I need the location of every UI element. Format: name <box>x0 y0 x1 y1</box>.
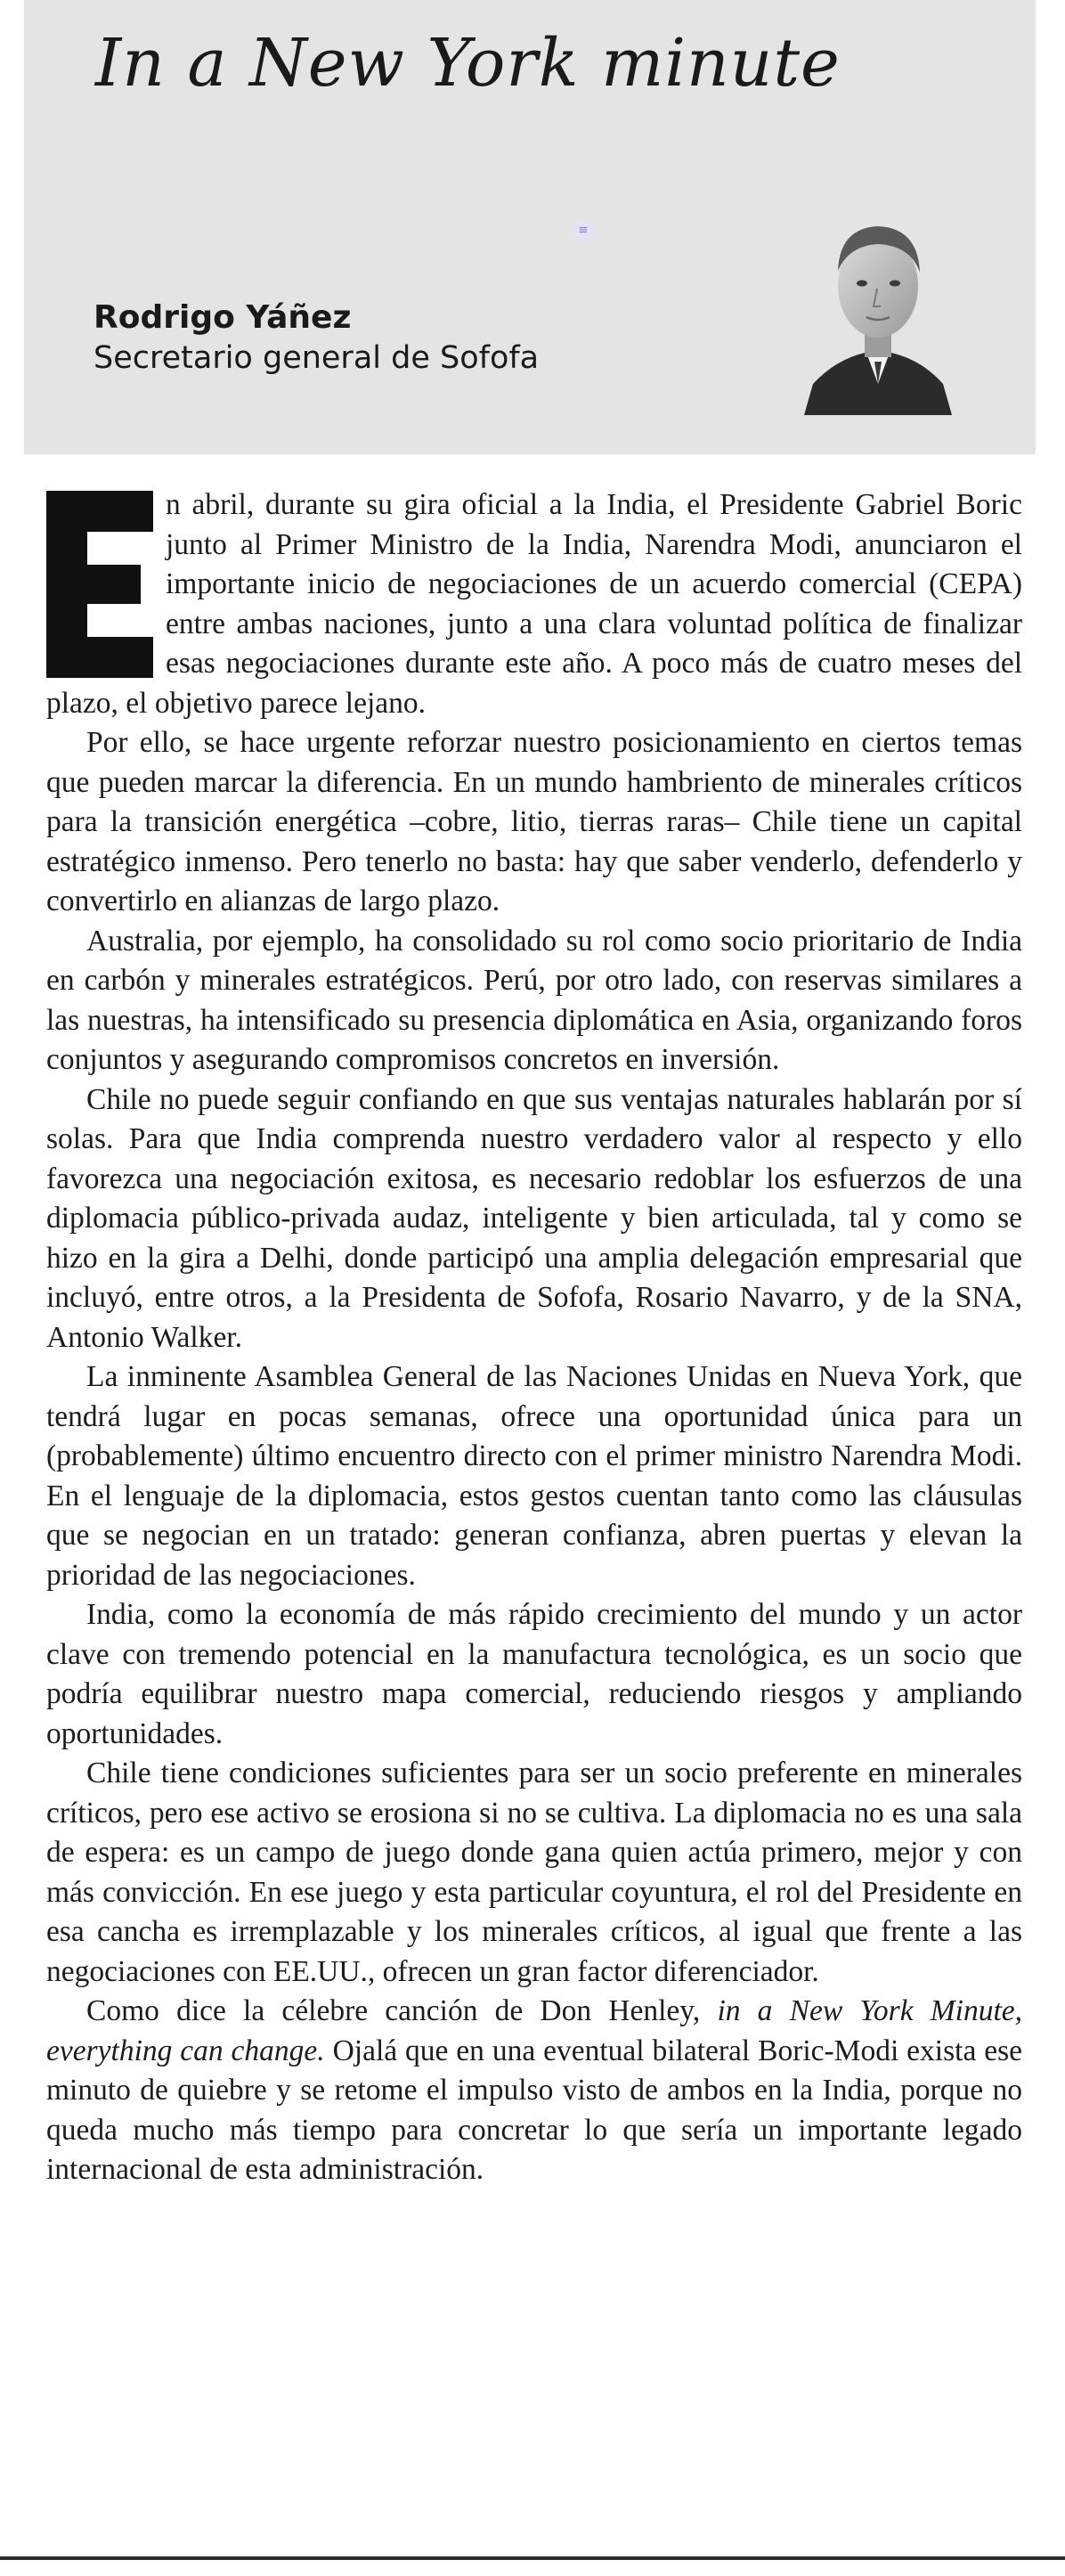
paragraph-7: Chile tiene condiciones suficientes para ser un socio preferente en minerales críticos, pero ese activo se erosiona si no se cultiva. La diplomacia no es una sala de espera: es un campo de juego donde gana quien actúa primero, mejor y con más convicción. En ese juego y esta particular coyuntura, el rol del Presidente en esa cancha es irremplazable y los minerales críticos, al igual que frente a las negociaciones con EE.UU., ofrecen un gran factor diferenciador. <box>46 1757 1022 1988</box>
paragraph-2: Por ello, se hace urgente reforzar nuestro posicionamiento en ciertos temas que pueden marcar la diferencia. En un mundo hambriento de minerales críticos para la transición energética –cobre, litio, tierras raras– Chile tiene un capital estratégico inmenso. Pero tenerlo no basta: hay que saber venderlo, defenderlo y convertirlo en alianzas de largo plazo. <box>46 726 1022 917</box>
paragraph-4: Chile no puede seguir confiando en que sus ventajas naturales hablarán por sí solas. Para que India comprenda nuestro verdadero valor al respecto y ello favorezca una negociación exitosa, es necesario redoblar los esfuerzos de una diplomacia público-privada audaz, inteligente y bien articulada, tal y como se hizo en la gira a Delhi, donde participó una amplia delegación empresarial que incluyó, entre otros, a la Presidenta de Sofofa, Rosario Navarro, y de la SNA, Antonio Walker. <box>46 1082 1022 1354</box>
text-note-icon: ≡ <box>573 221 593 240</box>
song-quote: in a New York Minute, everything can change. <box>46 1994 1023 2067</box>
article-body <box>46 485 1022 2190</box>
paragraph-8-text: Como dice la célebre canción de Don Henley, <box>86 1994 718 2027</box>
author-portrait-photo <box>795 201 961 415</box>
paragraph-1: n abril, durante su gira oficial a la India, el Presidente Gabriel Boric junto al Primer Ministro de la India, Narendra Modi, anunciaron el importante inicio de negociaciones de un acuerdo comercial (CEPA) entre ambas naciones, junto a una clara voluntad política de finalizar esas negociaciones durante este año. A poco más de cuatro meses del plazo, el objetivo parece lejano. <box>46 488 1022 720</box>
paragraph-3: Australia, por ejemplo, ha consolidado su rol como socio prioritario de India en carbón y minerales estratégicos. Perú, por otro lado, con reservas similares a las nuestras, ha intensificado su presencia diplomática en Asia, organizando foros conjuntos y asegurando compromisos concretos en inversión. <box>46 924 1022 1076</box>
author-name: Rodrigo Yáñez <box>93 299 352 336</box>
paragraph-8 <box>46 1992 1022 2190</box>
paragraph-8-text-end: Ojalá que en una eventual bilateral Boric-Modi exista ese minuto de quiebre y se retome el impulso visto de ambos en la India, porque no queda mucho más tiempo para concretar lo que sería un importante legado internacional de esta administración. <box>46 2034 1022 2186</box>
header-panel <box>24 0 1036 454</box>
paragraph-6: India, como la economía de más rápido crecimiento del mundo y un actor clave con tremendo potencial en la manufactura tecnológica, es un socio que podría equilibrar nuestro mapa comercial, reduciendo riesgos y ampliando oportunidades. <box>46 1598 1022 1750</box>
paragraph-5: La inminente Asamblea General de las Naciones Unidas en Nueva York, que tendrá lugar en pocas semanas, ofrece una oportunidad única para un (probablemente) último encuentro directo con el primer ministro Narendra Modi. En el lenguaje de la diplomacia, estos gestos cuentan tanto como las cláusulas que se negocian en un tratado: generan confianza, abren puertas y elevan la prioridad de las negociaciones. <box>46 1360 1022 1592</box>
author-role: Secretario general de Sofofa <box>93 340 540 376</box>
article-title: In a New York minute <box>95 25 841 102</box>
bottom-divider <box>0 2556 1065 2560</box>
drop-cap-letter <box>46 491 153 678</box>
